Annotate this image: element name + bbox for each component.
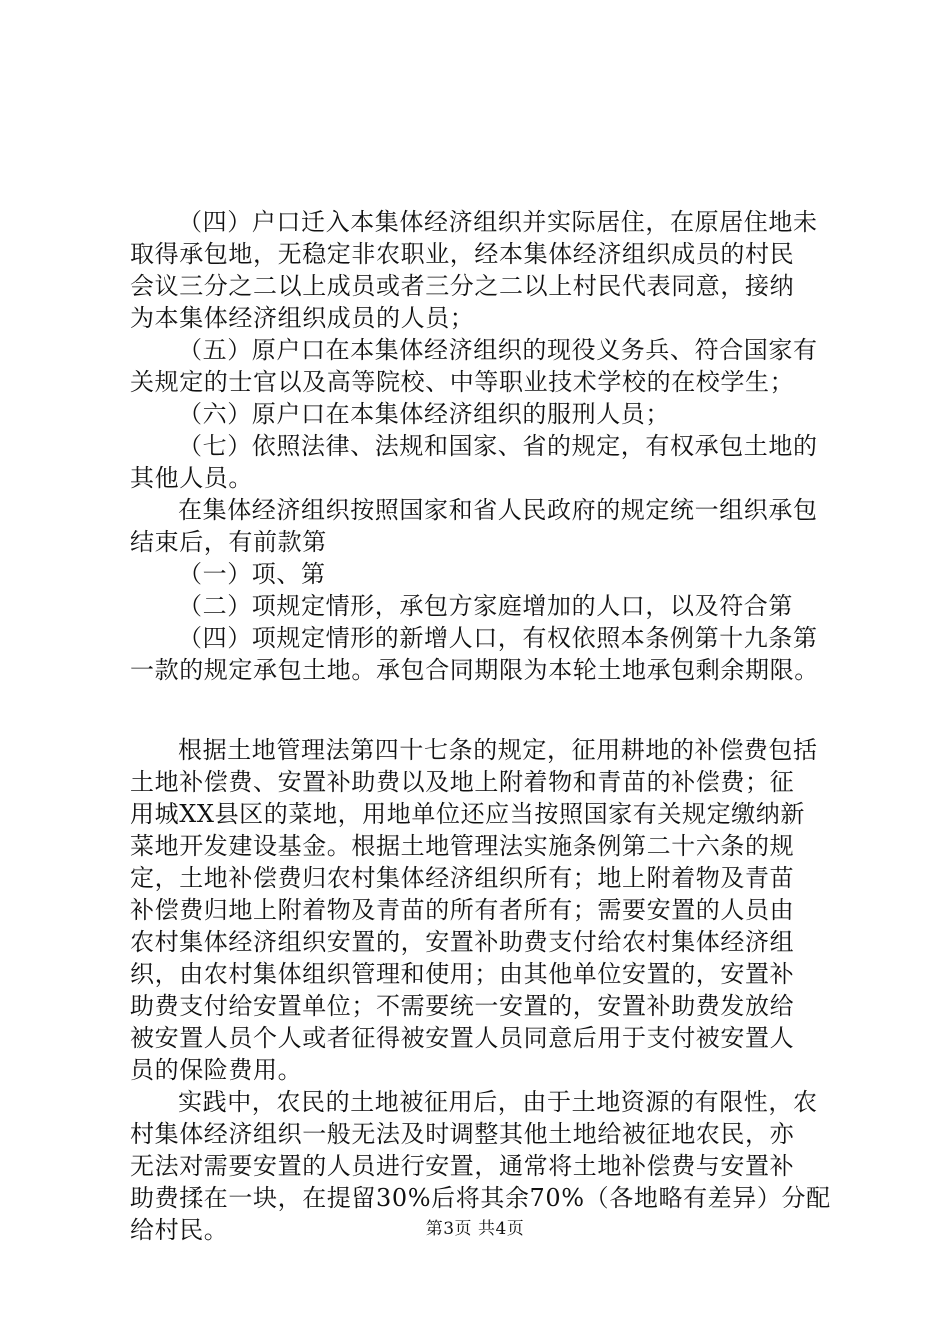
paragraph-line: （七）依照法律、法规和国家、省的规定，有权承包土地的 bbox=[178, 432, 818, 460]
paragraph-line: 为本集体经济组织成员的人员； bbox=[130, 304, 475, 332]
paragraph-line: 给村民。 bbox=[130, 1216, 229, 1244]
paragraph-line: 助费揉在一块，在提留30%后将其余70%（各地略有差异）分配 bbox=[130, 1184, 831, 1212]
paragraph-line: 土地补偿费、安置补助费以及地上附着物和青苗的补偿费；征 bbox=[130, 768, 795, 796]
paragraph-line: 实践中，农民的土地被征用后，由于土地资源的有限性，农 bbox=[178, 1088, 818, 1116]
page-number-footer: 第3页 共4页 bbox=[425, 1219, 525, 1239]
paragraph-line: 员的保险费用。 bbox=[130, 1056, 303, 1084]
paragraph-line: （二）项规定情形，承包方家庭增加的人口，以及符合第 bbox=[178, 592, 793, 620]
paragraph-line: 被安置人员个人或者征得被安置人员同意后用于支付被安置人 bbox=[130, 1024, 795, 1052]
paragraph-line: 在集体经济组织按照国家和省人民政府的规定统一组织承包 bbox=[178, 496, 818, 524]
paragraph-line: 村集体经济组织一般无法及时调整其他土地给被征地农民，亦 bbox=[130, 1120, 795, 1148]
paragraph-line: 定，土地补偿费归农村集体经济组织所有；地上附着物及青苗 bbox=[130, 864, 795, 892]
document-body bbox=[130, 206, 840, 1246]
paragraph-line: 关规定的士官以及高等院校、中等职业技术学校的在校学生； bbox=[130, 368, 795, 396]
paragraph-line: 取得承包地，无稳定非农职业，经本集体经济组织成员的村民 bbox=[130, 240, 795, 268]
paragraph-line: 农村集体经济组织安置的，安置补助费支付给农村集体经济组 bbox=[130, 928, 795, 956]
paragraph-line: 会议三分之二以上成员或者三分之二以上村民代表同意，接纳 bbox=[130, 272, 795, 300]
paragraph-line: 助费支付给安置单位；不需要统一安置的，安置补助费发放给 bbox=[130, 992, 795, 1020]
paragraph-line: 织，由农村集体组织管理和使用；由其他单位安置的，安置补 bbox=[130, 960, 795, 988]
paragraph-line: 补偿费归地上附着物及青苗的所有者所有；需要安置的人员由 bbox=[130, 896, 795, 924]
paragraph-line: 根据土地管理法第四十七条的规定，征用耕地的补偿费包括 bbox=[178, 736, 818, 764]
paragraph-line: （六）原户口在本集体经济组织的服刑人员； bbox=[178, 400, 670, 428]
paragraph-line: 其他人员。 bbox=[130, 464, 253, 492]
paragraph-line: （四）项规定情形的新增人口，有权依照本条例第十九条第 bbox=[178, 624, 818, 652]
paragraph-line: 用城XX县区的菜地，用地单位还应当按照国家有关规定缴纳新 bbox=[130, 800, 805, 828]
paragraph-gap bbox=[130, 686, 840, 734]
paragraph-line: 菜地开发建设基金。根据土地管理法实施条例第二十六条的规 bbox=[130, 832, 795, 860]
paragraph-line: 结束后，有前款第 bbox=[130, 528, 327, 556]
paragraph-line: 一款的规定承包土地。承包合同期限为本轮土地承包剩余期限。 bbox=[130, 656, 819, 684]
paragraph-line: （四）户口迁入本集体经济组织并实际居住，在原居住地未 bbox=[178, 208, 818, 236]
paragraph-line: 无法对需要安置的人员进行安置，通常将土地补偿费与安置补 bbox=[130, 1152, 795, 1180]
paragraph-line: （五）原户口在本集体经济组织的现役义务兵、符合国家有 bbox=[178, 336, 818, 364]
paragraph-line: （一）项、第 bbox=[178, 560, 326, 588]
